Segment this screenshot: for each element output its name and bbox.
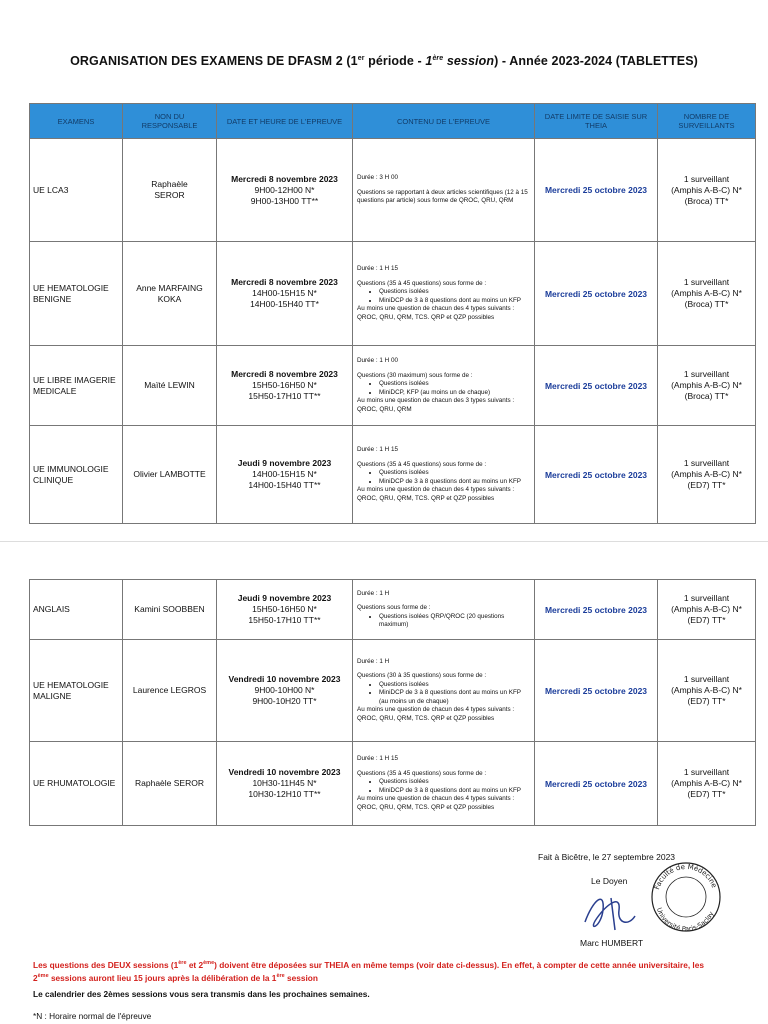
surveillant-line: (Broca) TT* <box>684 391 729 401</box>
exam-date: Vendredi 10 novembre 2023 <box>228 767 341 777</box>
exam-time: 15H50-16H50 N* <box>252 380 317 390</box>
surveillant-line: (Broca) TT* <box>684 299 729 309</box>
exam-date: Jeudi 9 novembre 2023 <box>237 593 332 603</box>
deadline-date: Mercredi 25 octobre 2023 <box>535 346 658 426</box>
content-bullet: • MiniDCP de 3 à 8 questions dont au moins un KFP <box>379 297 530 306</box>
header-contenu: CONTENU DE L'EPREUVE <box>353 104 535 139</box>
exam-name: UE HEMATOLOGIE BENIGNE <box>30 242 123 346</box>
surveillant-line: (ED7) TT* <box>687 615 726 625</box>
surveillant-line: 1 surveillant <box>683 674 730 684</box>
exam-date: Mercredi 8 novembre 2023 <box>231 277 338 287</box>
exam-time: 9H00-13H00 TT** <box>250 195 319 206</box>
surveillants <box>658 580 756 640</box>
deadline-date: Mercredi 25 octobre 2023 <box>535 426 658 524</box>
second-session-notice: Le calendrier des 2èmes sessions vous sera transmis dans les prochaines semaines. <box>33 989 370 999</box>
responsable-name <box>123 242 217 346</box>
surveillants <box>658 346 756 426</box>
header-surveillants: NOMBRE DE SURVEILLANTS <box>658 104 756 139</box>
exam-time: 14H00-15H15 N* <box>252 288 317 298</box>
exam-name: UE HEMATOLOGIE MALIGNE <box>30 640 123 742</box>
surveillant-line: (ED7) TT* <box>687 480 726 490</box>
content-outro: Au moins une question de chacun des 4 types suivants : QROC, QRU, QRM, TCS. QRP et QZP possibles <box>357 486 515 502</box>
content-bullet: • Questions isolées <box>379 681 530 690</box>
responsable-line: Anne MARFAING <box>136 282 203 293</box>
exam-duration: Durée : 1 H <box>357 657 390 665</box>
surveillant-line: (Amphis A-B-C) N* <box>671 778 742 788</box>
surveillant-line: 1 surveillant <box>683 369 730 379</box>
exam-date: Mercredi 8 novembre 2023 <box>231 369 338 379</box>
content-outro: Au moins une question de chacun des 4 types suivants : QROC, QRU, QRM, TCS. QRP et QZP possibles <box>357 706 515 722</box>
deadline-date: Mercredi 25 octobre 2023 <box>535 139 658 242</box>
exam-time: 15H50-17H10 TT** <box>248 615 321 625</box>
content-bullet: • MiniDCP de 3 à 8 questions dont au moins un KFP (au moins un de chaque) <box>379 689 530 706</box>
exam-time: 15H50-17H10 TT** <box>248 391 321 401</box>
exam-time: 9H00-10H20 TT* <box>252 696 317 706</box>
table-row <box>30 742 756 826</box>
exam-name: UE LCA3 <box>30 139 123 242</box>
exam-table-page-1 <box>29 103 756 524</box>
table-row <box>30 346 756 426</box>
content-bullet: • Questions isolées <box>379 380 530 389</box>
exam-name: ANGLAIS <box>30 580 123 640</box>
exam-time: 14H00-15H40 TT* <box>250 299 319 309</box>
exam-content <box>353 242 535 346</box>
content-bullet: • Questions isolées QRP/QROC (20 questions maximum) <box>379 613 530 630</box>
surveillant-line: (Amphis A-B-C) N* <box>671 380 742 390</box>
surveillants <box>658 139 756 242</box>
exam-duration: Durée : 1 H 15 <box>357 755 398 762</box>
content-bullets <box>357 469 530 486</box>
exam-time: 10H30-12H10 TT** <box>248 789 321 799</box>
header-limite: DATE LIMITE DE SAISIE SUR THEIA <box>535 104 658 139</box>
responsable-name <box>123 139 217 242</box>
exam-content <box>353 640 535 742</box>
content-bullet: • MiniDCP de 3 à 8 questions dont au moins un KFP <box>379 478 530 487</box>
exam-time: 15H50-16H50 N* <box>252 604 317 614</box>
content-intro: Questions (30 maximum) sous forme de : <box>357 371 473 379</box>
exam-time: 10H30-11H45 N* <box>252 778 317 788</box>
svg-text:Université Paris-Saclay: Université Paris-Saclay <box>654 906 716 934</box>
surveillant-line: (Amphis A-B-C) N* <box>671 469 742 479</box>
exam-date: Jeudi 9 novembre 2023 <box>237 458 332 468</box>
table-row <box>30 580 756 640</box>
responsable-name <box>123 426 217 524</box>
responsable-line: Olivier LAMBOTTE <box>133 469 206 479</box>
content-outro: Au moins une question de chacun des 4 types suivants : QROC, QRU, QRM, TCS. QRP et QZP possibles <box>357 305 515 321</box>
exam-time: 9H00-12H00 N* <box>254 184 315 195</box>
content-bullet: • Questions isolées <box>379 288 530 297</box>
responsable-line: Laurence LEGROS <box>132 685 207 695</box>
content-intro: Questions (30 à 35 questions) sous forme de : <box>357 672 487 680</box>
exam-content <box>353 742 535 826</box>
surveillants <box>658 640 756 742</box>
exam-datetime <box>217 580 353 640</box>
page-title: ORGANISATION DES EXAMENS DE DFASM 2 (1er période - 1ère session) - Année 2023-2024 (TABLETTES) <box>70 54 698 68</box>
exam-duration: Durée : 1 H 15 <box>357 446 398 453</box>
surveillants <box>658 742 756 826</box>
surveillant-line: 1 surveillant <box>683 767 730 777</box>
exam-content <box>353 139 535 242</box>
exam-datetime <box>217 426 353 524</box>
deadline-date: Mercredi 25 octobre 2023 <box>535 640 658 742</box>
exam-table-page-2 <box>29 579 756 826</box>
exam-content <box>353 346 535 426</box>
content-intro: Questions (35 à 45 questions) sous forme de : <box>357 279 487 287</box>
surveillant-line: (Amphis A-B-C) N* <box>671 288 742 298</box>
responsable-line: Maïté LEWIN <box>144 380 195 390</box>
table-body <box>30 139 756 524</box>
faculty-seal <box>646 857 726 937</box>
header-date: DATE ET HEURE DE L'EPREUVE <box>217 104 353 139</box>
content-intro: Questions (35 à 45 questions) sous forme de : <box>357 769 487 777</box>
exam-name: UE LIBRE IMAGERIE MEDICALE <box>30 346 123 426</box>
exam-datetime <box>217 742 353 826</box>
surveillant-line: (Amphis A-B-C) N* <box>671 184 742 195</box>
surveillant-line: (ED7) TT* <box>687 789 726 799</box>
table-row <box>30 426 756 524</box>
surveillant-line: (Amphis A-B-C) N* <box>671 604 742 614</box>
exam-time: 14H00-15H15 N* <box>252 469 317 479</box>
responsable-line: Kamini SOOBBEN <box>134 604 205 614</box>
svg-text:Faculté de Médecine: Faculté de Médecine <box>653 862 719 891</box>
exam-name: UE IMMUNOLOGIE CLINIQUE <box>30 426 123 524</box>
content-intro: Questions se rapportant à deux articles scientifiques (12 à 15 questions par article) sous forme de QROC, QRU, QRM <box>357 188 528 205</box>
exam-duration: Durée : 1 H 15 <box>357 265 398 272</box>
content-bullet: • Questions isolées <box>379 778 530 787</box>
content-outro: Au moins une question de chacun des 3 types suivants : QROC, QRU, QRM <box>357 397 515 413</box>
responsable-name <box>123 580 217 640</box>
surveillant-line: 1 surveillant <box>683 458 730 468</box>
exam-duration: Durée : 1 H <box>357 589 390 597</box>
surveillant-line: 1 surveillant <box>683 593 730 603</box>
content-intro: Questions sous forme de : <box>357 604 431 611</box>
surveillant-line: (ED7) TT* <box>687 696 726 706</box>
exam-datetime <box>217 242 353 346</box>
table-row <box>30 640 756 742</box>
responsable-line: KOKA <box>157 293 182 304</box>
table-row <box>30 242 756 346</box>
exam-date: Mercredi 8 novembre 2023 <box>231 173 338 184</box>
exam-time: 9H00-10H00 N* <box>254 685 315 695</box>
responsable-line: Raphaèle SEROR <box>135 778 204 788</box>
deadline-date: Mercredi 25 octobre 2023 <box>535 242 658 346</box>
responsable-line: Raphaèle <box>151 179 188 189</box>
responsable-name <box>123 346 217 426</box>
signatory-title: Le Doyen <box>591 876 628 886</box>
surveillant-line: 1 surveillant <box>683 277 730 287</box>
surveillant-line: 1 surveillant <box>683 173 730 184</box>
exam-date: Vendredi 10 novembre 2023 <box>228 674 341 684</box>
red-notice: Les questions des DEUX sessions (1ère et 2ème) doivent être déposées sur THEIA en même temps (voir date ci-dessus). En effet, à compter de cette année universitaire, les 2ème sessions auront lieu 15 jours après la délibération de la 1ère session <box>33 959 704 984</box>
content-bullets <box>357 681 530 707</box>
content-outro: Au moins une question de chacun des 4 types suivants : QROC, QRU, QRM, TCS. QRP et QZP possibles <box>357 795 515 811</box>
table-header-row <box>30 104 756 139</box>
exam-datetime <box>217 139 353 242</box>
content-bullets <box>357 778 530 795</box>
content-bullet: • Questions isolées <box>379 469 530 478</box>
signature-date: Fait à Bicêtre, le 27 septembre 2023 <box>538 852 676 862</box>
exam-duration: Durée : 3 H 00 <box>357 174 398 182</box>
exam-datetime <box>217 346 353 426</box>
table-body <box>30 580 756 826</box>
surveillants <box>658 426 756 524</box>
responsable-name <box>123 640 217 742</box>
exam-content <box>353 580 535 640</box>
signatory-name: Marc HUMBERT <box>580 938 644 948</box>
header-responsable: NON DU RESPONSABLE <box>123 104 217 139</box>
responsable-name <box>123 742 217 826</box>
deadline-date: Mercredi 25 octobre 2023 <box>535 580 658 640</box>
exam-time: 14H00-15H40 TT** <box>248 480 321 490</box>
table-row <box>30 139 756 242</box>
content-bullets <box>357 613 530 630</box>
surveillant-line: (Amphis A-B-C) N* <box>671 685 742 695</box>
deadline-date: Mercredi 25 octobre 2023 <box>535 742 658 826</box>
footnote-n: *N : Horaire normal de l'épreuve <box>33 1011 152 1021</box>
surveillants <box>658 242 756 346</box>
content-bullet: • MiniDCP de 3 à 8 questions dont au moins un KFP <box>379 787 530 796</box>
exam-duration: Durée : 1 H 00 <box>357 357 398 364</box>
content-bullets <box>357 288 530 305</box>
surveillant-line: (Broca) TT* <box>684 195 729 206</box>
exam-content <box>353 426 535 524</box>
exam-name: UE RHUMATOLOGIE <box>30 742 123 826</box>
content-intro: Questions (35 à 45 questions) sous forme de : <box>357 460 487 468</box>
page-separator <box>0 541 768 542</box>
exam-datetime <box>217 640 353 742</box>
header-examens: EXAMENS <box>30 104 123 139</box>
responsable-line: SEROR <box>154 190 185 200</box>
content-bullets <box>357 380 530 397</box>
content-bullet: • MiniDCP, KFP (au moins un de chaque) <box>379 389 530 398</box>
